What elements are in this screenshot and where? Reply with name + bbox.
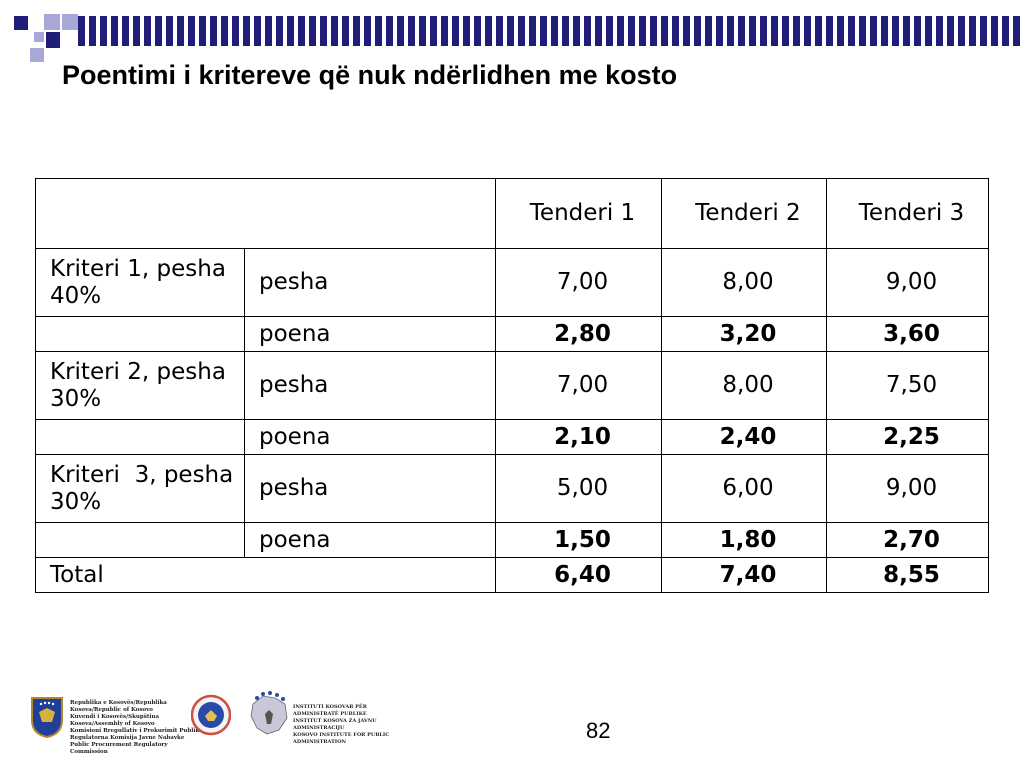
table-cell: 1,50: [496, 523, 662, 558]
table-row: [36, 249, 989, 317]
table-cell: 8,00: [662, 249, 827, 317]
table-cell: 3,20: [662, 317, 827, 352]
total-cell: 8,55: [827, 558, 989, 593]
criterion-label: Kriteri 3, pesha 30%: [36, 455, 245, 523]
table-cell: 2,40: [662, 420, 827, 455]
logo1-line: Public Procurement Regulatory Commission: [70, 742, 168, 755]
row-label: pesha: [245, 455, 496, 523]
criteria-table: [35, 178, 989, 593]
slide-title: Poentimi i kritereve që nuk ndërlidhen me kosto: [62, 60, 678, 90]
table-cell: 8,00: [662, 352, 827, 420]
header-empty-cell: [36, 179, 496, 249]
row-label: pesha: [245, 352, 496, 420]
table-cell: 1,80: [662, 523, 827, 558]
table-row: [36, 523, 989, 558]
table-cell: 9,00: [827, 455, 989, 523]
table-cell: 5,00: [496, 455, 662, 523]
logo1-line: Regulatorna Komisija Javne Nabavke: [70, 735, 185, 741]
total-cell: 6,40: [496, 558, 662, 593]
table-cell: 7,00: [496, 352, 662, 420]
table-row: [36, 352, 989, 420]
row-label: poena: [245, 420, 496, 455]
logo3-line: INSTITUT KOSOVA ZA JAVNU ADMINISTRACIJU: [293, 718, 377, 731]
total-row: [36, 558, 989, 593]
table-cell: 2,70: [827, 523, 989, 558]
criterion-label: Kriteri 2, pesha 30%: [36, 352, 245, 420]
criterion-label: Kriteri 1, pesha 40%: [36, 249, 245, 317]
table-cell: 7,50: [827, 352, 989, 420]
logo1-line: Republika e Kosovës/Republika Kosova/Republic of Kosovo: [70, 700, 167, 713]
header-tender-1: Tenderi 1: [496, 179, 662, 249]
row-label: pesha: [245, 249, 496, 317]
round-seal-icon: [191, 692, 231, 738]
table-cell: 9,00: [827, 249, 989, 317]
table-cell: 2,25: [827, 420, 989, 455]
logo1-line: Kuvendi i Kosovës/Skupština Kosova/Assembly of Kosovo: [70, 714, 160, 727]
table-cell: 2,80: [496, 317, 662, 352]
header-tender-3: Tenderi 3: [827, 179, 989, 249]
total-label: Total: [36, 558, 496, 593]
table-cell: 2,10: [496, 420, 662, 455]
header-tender-2: Tenderi 2: [662, 179, 827, 249]
institute-map-logo-icon: [245, 690, 293, 740]
row-label: poena: [245, 317, 496, 352]
logo1-line: Komisioni Rregullativ i Prokurimit Publik: [70, 728, 200, 734]
table-row: [36, 420, 989, 455]
table-cell: 7,00: [496, 249, 662, 317]
table-row: [36, 455, 989, 523]
table-row: [36, 317, 989, 352]
table-cell: 6,00: [662, 455, 827, 523]
empty-cell: [36, 317, 245, 352]
table-header-row: [36, 179, 989, 249]
header-stripe-bar: [78, 16, 1024, 46]
empty-cell: [36, 420, 245, 455]
total-cell: 7,40: [662, 558, 827, 593]
table-cell: 3,60: [827, 317, 989, 352]
row-label: poena: [245, 523, 496, 558]
logo3-line: INSTITUTI KOSOVAR PËR ADMINISTRATË PUBLIKE: [293, 704, 367, 717]
logo3-line: KOSOVO INSTITUTE FOR PUBLIC ADMINISTRATION: [293, 732, 390, 745]
empty-cell: [36, 523, 245, 558]
kosovo-coat-of-arms-icon: [30, 696, 64, 738]
page-number: 82: [586, 718, 611, 743]
